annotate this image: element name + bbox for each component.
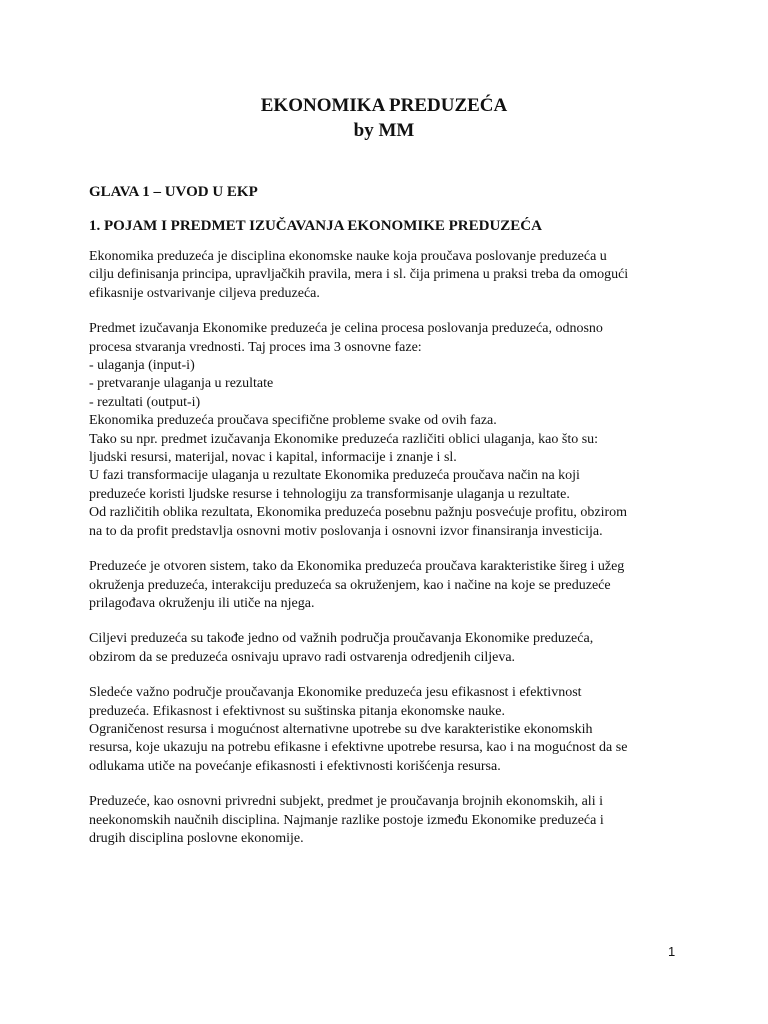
- paragraph-line: Preduzeće je otvoren sistem, tako da Ekonomika preduzeća proučava karakteristike šireg i užeg: [89, 559, 625, 575]
- paragraph-line: Ciljevi preduzeća su takođe jedno od važnih područja proučavanja Ekonomike preduzeća,: [89, 631, 594, 647]
- document-body: [89, 182, 689, 865]
- paragraph-line: preduzeća. Efikasnost i efektivnost su suštinska pitanja ekonomske nauke.: [89, 703, 506, 719]
- paragraph-line: - pretvaranje ulaganja u rezultate: [89, 376, 274, 392]
- paragraph: [89, 320, 689, 541]
- paragraph-line: ljudski resursi, materijal, novac i kapital, informacije i znanje i sl.: [89, 450, 457, 466]
- paragraph: [89, 793, 689, 848]
- paragraph-line: Ekonomika preduzeća je disciplina ekonomske nauke koja proučava poslovanje preduzeća u: [89, 249, 607, 264]
- title-line-1: EKONOMIKA PREDUZEĆA: [260, 95, 508, 116]
- paragraph-line: Tako su npr. predmet izučavanja Ekonomike preduzeća različiti oblici ulaganja, kao što su:: [89, 431, 599, 447]
- paragraph-line: okruženja preduzeća, interakciju preduzeća sa okruženjem, kao i načine na koje se preduzeće: [89, 577, 611, 593]
- paragraph: [89, 684, 689, 776]
- paragraph: [89, 630, 689, 667]
- paragraph-line: odlukama utiče na povećanje efikasnosti i efektivnosti korišćenja resursa.: [89, 758, 501, 774]
- paragraph-line: - ulaganja (input-i): [89, 358, 195, 374]
- paragraph-line: Od različitih oblika rezultata, Ekonomika preduzeća posebnu pažnju posvećuje profitu, obzirom: [89, 505, 628, 521]
- paragraph-line: prilagođava okruženju ili utiče na njega.: [89, 595, 315, 611]
- paragraph-line: procesa stvaranja vrednosti. Taj proces ima 3 osnovne faze:: [89, 339, 422, 355]
- paragraph-line: resursa, koje ukazuju na potrebu efikasne i efektivne upotrebe resursa, kao i na mogućnost da se: [89, 740, 628, 756]
- paragraph-line: Predmet izučavanja Ekonomike preduzeća je celina procesa poslovanja preduzeća, odnosno: [89, 321, 603, 337]
- paragraph-line: Ekonomika preduzeća proučava specifične probleme svake od ovih faza.: [89, 413, 497, 429]
- paragraph-line: Sledeće važno područje proučavanja Ekonomike preduzeća jesu efikasnost i efektivnost: [89, 685, 582, 701]
- section-heading: 1. POJAM I PREDMET IZUČAVANJA EKONOMIKE PREDUZEĆA: [89, 218, 542, 234]
- paragraph-line: na to da profit predstavlja osnovni motiv poslovanja i osnovni izvor finansiranja investicija.: [89, 523, 603, 539]
- paragraph-line: preduzeće koristi ljudske resurse i tehnologiju za transformisanje ulaganja u rezultate.: [89, 486, 570, 502]
- page-number: 1: [668, 944, 676, 959]
- paragraph-line: Preduzeće, kao osnovni privredni subjekt, predmet je proučavanja brojnih ekonomskih, ali i: [89, 794, 603, 810]
- paragraph: [89, 248, 689, 303]
- paragraph-line: U fazi transformacije ulaganja u rezultate Ekonomika preduzeća proučava način na koji: [89, 468, 580, 484]
- paragraph-list: [89, 248, 689, 848]
- title-line-2: by MM: [353, 120, 415, 141]
- paragraph-line: drugih disciplina poslovne ekonomije.: [89, 830, 304, 846]
- paragraph-line: - rezultati (output-i): [89, 394, 201, 410]
- chapter-heading: GLAVA 1 – UVOD U EKP: [89, 184, 258, 200]
- paragraph-line: obzirom da se preduzeća osnivaju upravo radi ostvarenja odredjenih ciljeva.: [89, 649, 516, 665]
- paragraph: [89, 558, 689, 613]
- document-title: [0, 93, 768, 143]
- paragraph-line: cilju definisanja principa, upravljačkih pravila, mera i sl. čija primena u praksi treba da omogući: [89, 267, 629, 283]
- paragraph-line: neekonomskih naučnih disciplina. Najmanje razlike postoje između Ekonomike preduzeća i: [89, 812, 604, 828]
- paragraph-line: Ograničenost resursa i mogućnost alternativne upotrebe su dve karakteristike ekonomskih: [89, 721, 593, 737]
- paragraph-line: efikasnije ostvarivanje ciljeva preduzeća.: [89, 285, 320, 301]
